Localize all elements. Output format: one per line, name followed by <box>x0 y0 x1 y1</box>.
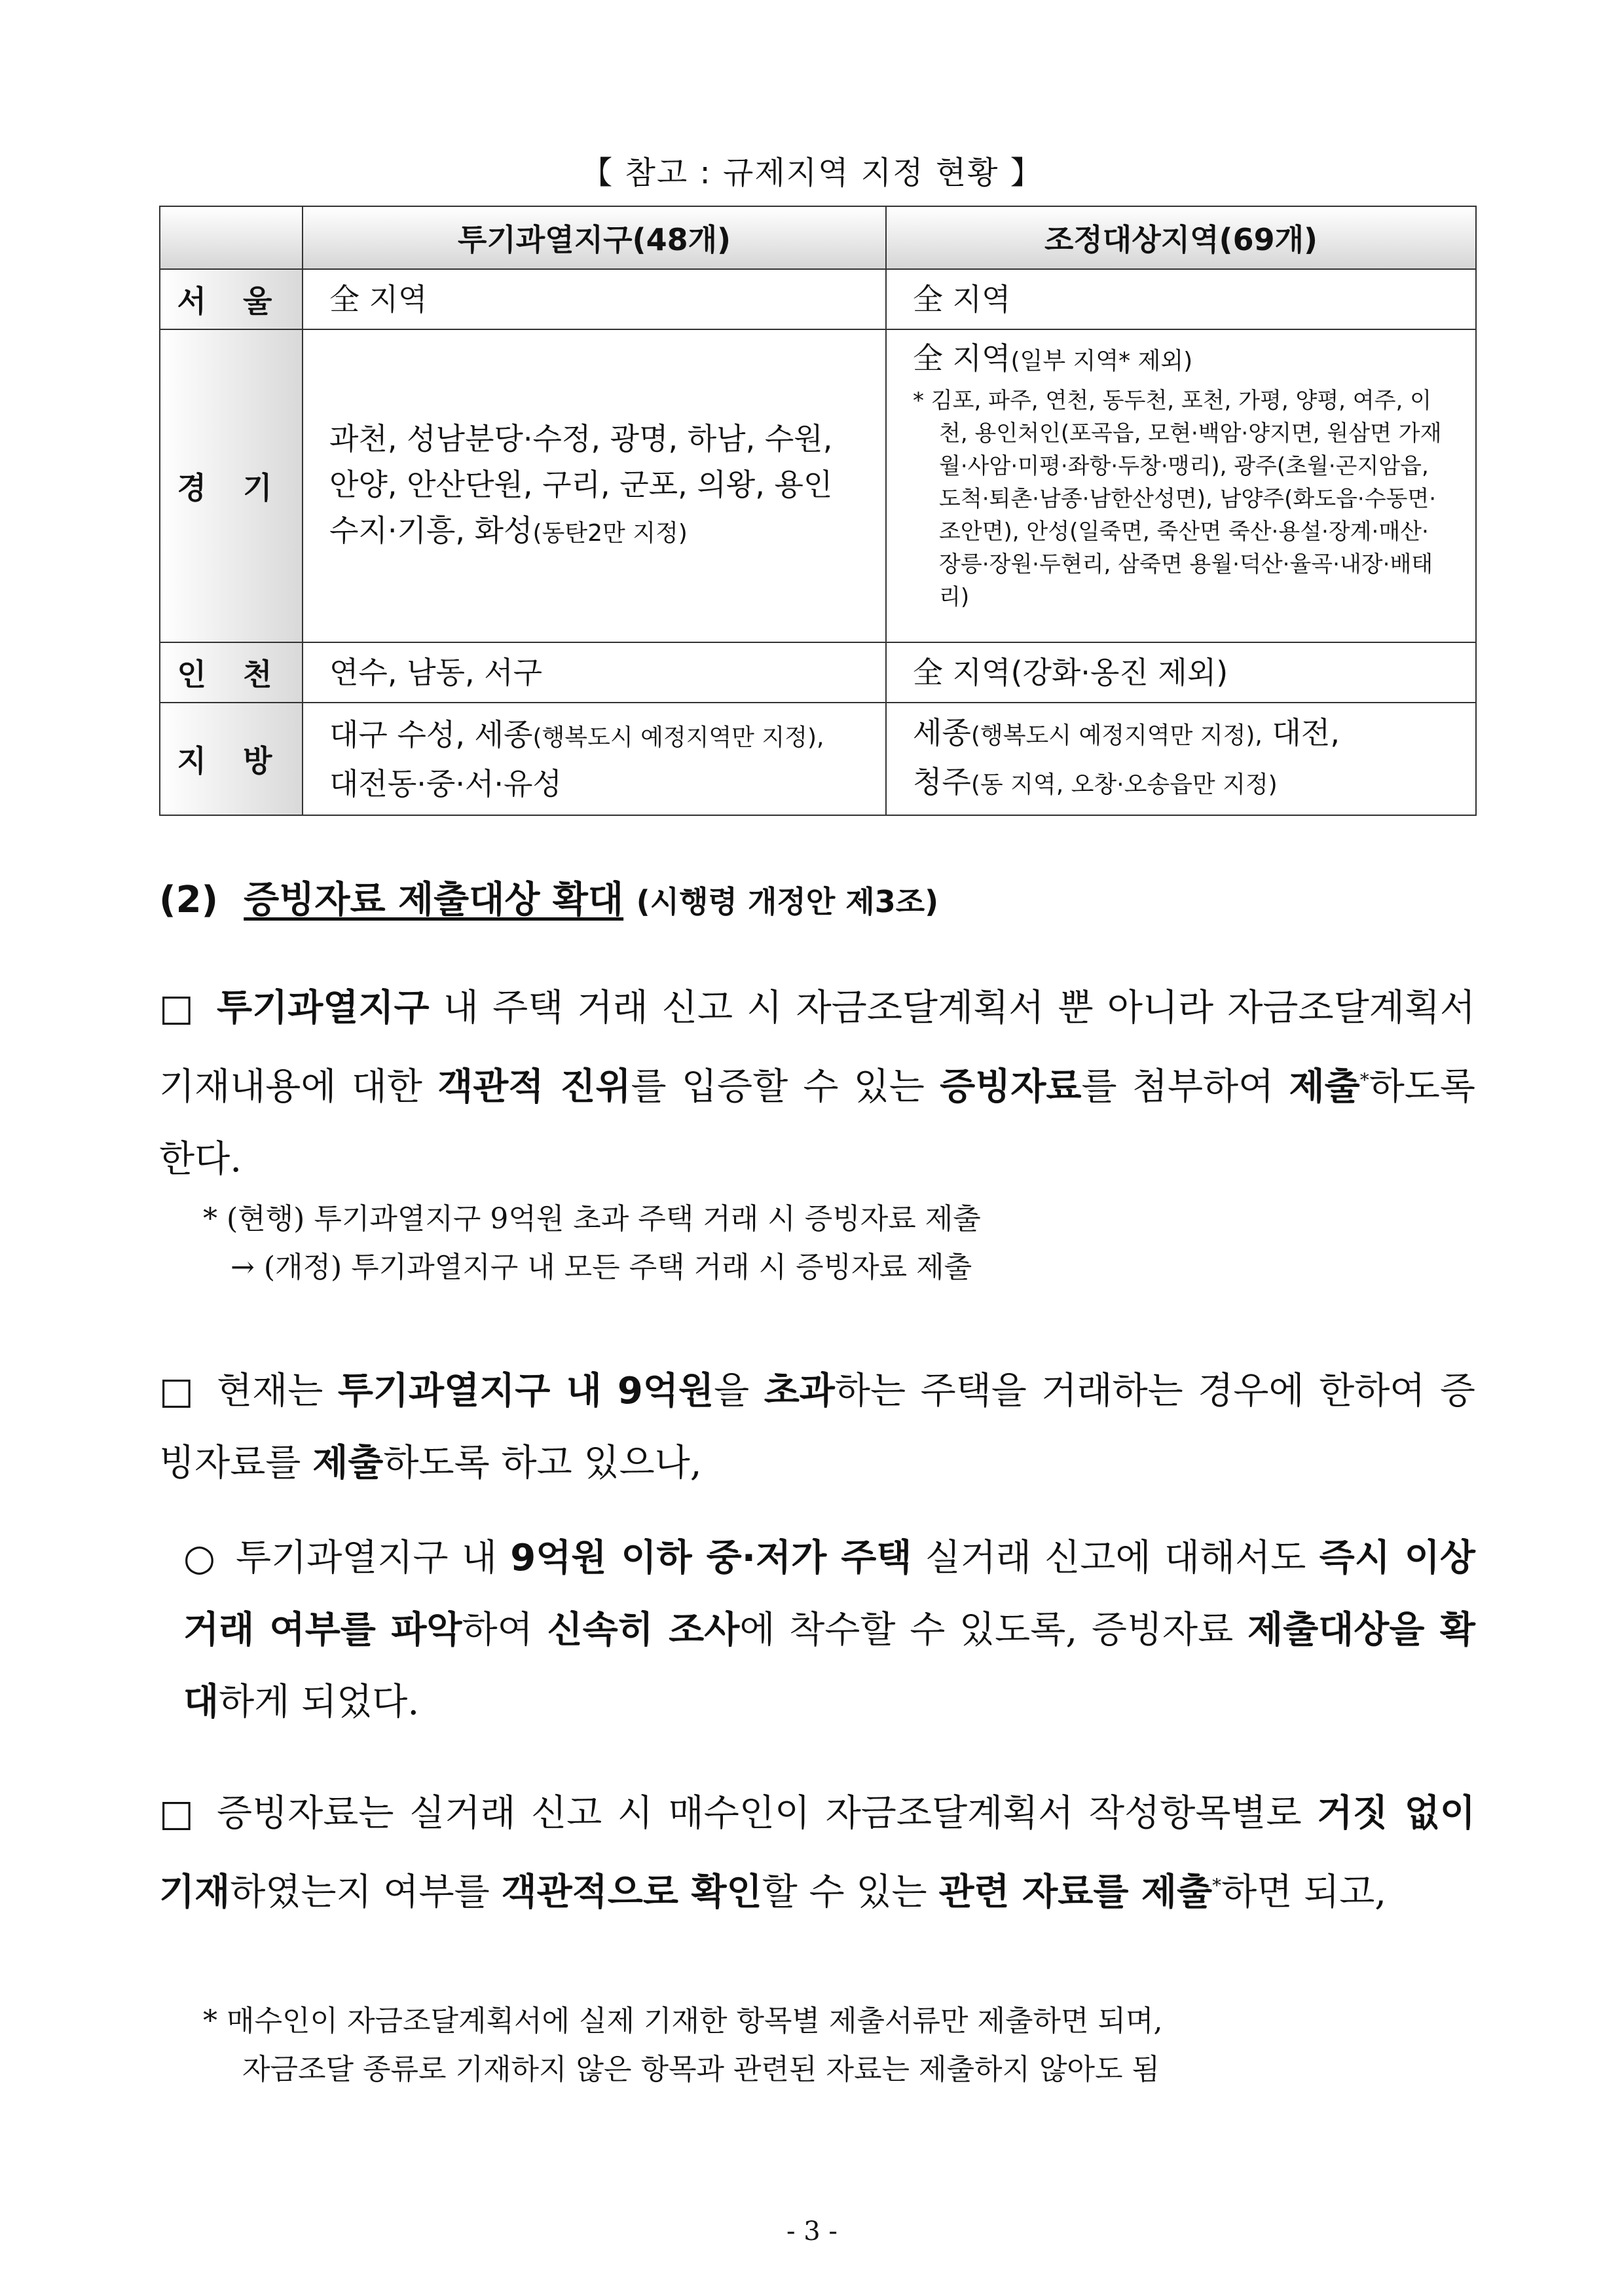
checkbox-bullet: □ <box>159 987 194 1029</box>
paragraph-3: ○ 투기과열지구 내 9억원 이하 중·저가 주택 실거래 신고에 대해서도 즉시 이상거래 여부를 파악하여 신속히 조사에 착수할 수 있도록, 증빙자료 제출대상을 확대하게 되었다. <box>183 1522 1475 1738</box>
regulated-area-table <box>159 206 1477 816</box>
reference-title: 【 참고 : 규제지역 지정 현황 】 <box>581 155 1043 191</box>
checkbox-bullet: □ <box>159 1370 194 1412</box>
table-row <box>160 329 1476 642</box>
speculation-note: (동탄2만 지정) <box>532 519 688 547</box>
table-header-adjustment: 조정대상지역(69개) <box>886 206 1476 269</box>
footnote-line: → (개정) 투기과열지구 내 모든 주택 거래 시 증빙자료 제출 <box>231 1251 972 1284</box>
adjustment-note-inline: (일부 지역* 제외) <box>1010 348 1193 375</box>
adjustment-text: 全 지역 <box>913 340 1011 376</box>
region-label: 서 울 <box>160 269 303 329</box>
adjustment-cell <box>886 329 1476 642</box>
footnote-line: 자금조달 종류로 기재하지 않은 항목과 관련된 자료는 제출하지 않아도 됨 <box>242 2053 1160 2086</box>
adjustment-cell <box>886 703 1476 815</box>
section-law-ref: (시행령 개정안 제3조) <box>636 884 939 919</box>
adjustment-footnote: * 김포, 파주, 연천, 동두천, 포천, 가평, 양평, 여주, 이천, 용인처인(포곡읍, 모현·백암·양지면, 원삼면 가재월·사암·미평·좌항·두창·맹리), 광주(초월·곤지암읍, 도척·퇴촌·남종·남한산성면), 남양주(화도읍·수동면·조안면), 안성(일죽면, 죽산면 죽산·용설·장계·매산·장릉·장원·두현리, 삼죽면 용월·덕산·율곡·내장·배태리) <box>913 388 1442 610</box>
section-title: 증빙자료 제출대상 확대 <box>244 879 624 921</box>
region-label: 경 기 <box>160 329 303 642</box>
section-number: (2) <box>159 879 219 921</box>
adjustment-cell: 全 지역(강화·옹진 제외) <box>886 642 1476 703</box>
section-heading <box>159 871 938 923</box>
page-number: - 3 - <box>786 2216 838 2247</box>
speculation-cell <box>303 329 886 642</box>
table-row <box>160 703 1476 815</box>
speculation-cell: 연수, 남동, 서구 <box>303 642 886 703</box>
adjustment-cell: 全 지역 <box>886 269 1476 329</box>
region-label: 인 천 <box>160 642 303 703</box>
circle-bullet: ○ <box>183 1537 215 1579</box>
speculation-note: (행복도시 예정지역만 지정), <box>532 724 824 751</box>
adjustment-note-2: (동 지역, 오창·오송읍만 지정) <box>970 771 1278 798</box>
footnote-line: * (현행) 투기과열지구 9억원 초과 주택 거래 시 증빙자료 제출 <box>203 1202 981 1236</box>
speculation-cell <box>303 703 886 815</box>
speculation-cell: 全 지역 <box>303 269 886 329</box>
checkbox-bullet: □ <box>159 1792 194 1835</box>
table-header-row <box>160 206 1476 269</box>
table-header-speculation: 투기과열지구(48개) <box>303 206 886 269</box>
adjustment-text-3: 청주 <box>913 764 971 799</box>
speculation-text: 과천, 성남분당·수정, 광명, 하남, 수원, 안양, 안산단원, 구리, 군포, 의왕, 용인수지·기흥, 화성 <box>329 420 833 548</box>
footnote-line: * 매수인이 자금조달계획서에 실제 기재한 항목별 제출서류만 제출하면 되며, <box>203 2004 1163 2038</box>
adjustment-note: (행복도시 예정지역만 지정), <box>970 722 1263 749</box>
table-row <box>160 269 1476 329</box>
region-label: 지 방 <box>160 703 303 815</box>
paragraph-2: □ 현재는 투기과열지구 내 9억원을 초과하는 주택을 거래하는 경우에 한하여 증빙자료를 제출하도록 하고 있으나, <box>159 1355 1475 1499</box>
footnote-1 <box>203 1195 1480 1292</box>
paragraph-4: □ 증빙자료는 실거래 신고 시 매수인이 자금조달계획서 작성항목별로 거짓 없이 기재하였는지 여부를 객관적으로 확인할 수 있는 관련 자료를 제출*하면 되고, <box>159 1778 1475 1929</box>
footnote-2 <box>203 1997 1480 2094</box>
speculation-text: 대구 수성, 세종 <box>329 716 533 752</box>
adjustment-text: 세종 <box>913 715 971 750</box>
table-header-blank <box>160 206 303 269</box>
table-row <box>160 642 1476 703</box>
paragraph-1: □ 투기과열지구 내 주택 거래 신고 시 자금조달계획서 뿐 아니라 자금조달계획서 기재내용에 대한 객관적 진위를 입증할 수 있는 증빙자료를 첨부하여 제출*하도록 한다. <box>159 972 1475 1196</box>
adjustment-text-2: 대전, <box>1262 715 1340 750</box>
speculation-text-2: 대전동·중·서·유성 <box>329 765 562 801</box>
